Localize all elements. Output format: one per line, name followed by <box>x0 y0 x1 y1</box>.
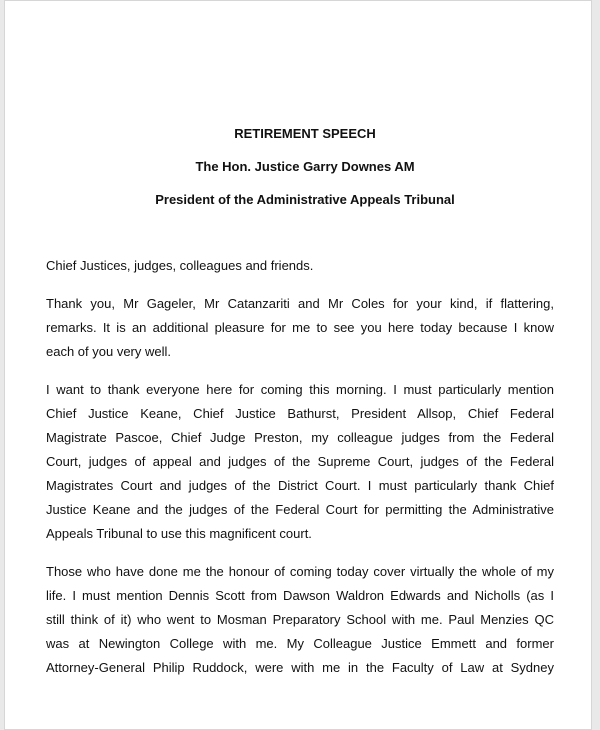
paragraph-line: I want to thank everyone here for coming this morning. I must particularly mention <box>46 382 554 397</box>
speaker-position: President of the Administrative Appeals Tribunal <box>155 192 455 207</box>
paragraph-line: was at Newington College with me. My Colleague Justice Emmett and former <box>46 636 554 651</box>
paragraph-line: Attorney-General Philip Ruddock, were with me in the Faculty of Law at Sydney <box>46 660 554 675</box>
paragraph-line: Thank you, Mr Gageler, Mr Catanzariti and Mr Coles for your kind, if flattering, <box>46 296 554 311</box>
paragraph-line: Magistrates Court and judges of the District Court. I must particularly thank Chief <box>46 478 554 493</box>
speech-paragraph <box>46 292 554 364</box>
paragraph-line: Chief Justices, judges, colleagues and friends. <box>46 258 314 273</box>
paragraph-line: each of you very well. <box>46 344 172 359</box>
speech-body <box>46 254 554 680</box>
paragraph-line: Those who have done me the honour of coming today cover virtually the whole of my <box>46 564 554 579</box>
paragraph-line: Appeals Tribunal to use this magnificent court. <box>46 526 312 541</box>
document-content <box>46 117 554 694</box>
paragraph-line: Justice Keane and the judges of the Federal Court for permitting the Administrative <box>46 502 554 517</box>
document-page <box>4 0 592 730</box>
paragraph-line: still think of it) who went to Mosman Preparatory School with me. Paul Menzies QC <box>46 612 554 627</box>
title-block <box>46 117 554 216</box>
document-title: RETIREMENT SPEECH <box>234 126 376 141</box>
paragraph-line: Court, judges of appeal and judges of the Supreme Court, judges of the Federal <box>46 454 554 469</box>
speech-paragraph <box>46 378 554 546</box>
paragraph-line: Magistrate Pascoe, Chief Judge Preston, my colleague judges from the Federal <box>46 430 554 445</box>
speaker-name: The Hon. Justice Garry Downes AM <box>195 159 415 174</box>
paragraph-line: life. I must mention Dennis Scott from Dawson Waldron Edwards and Nicholls (as I <box>46 588 554 603</box>
paragraph-line: remarks. It is an additional pleasure for me to see you here today because I know <box>46 320 554 335</box>
speech-paragraph <box>46 560 554 680</box>
paragraph-line: Chief Justice Keane, Chief Justice Bathurst, President Allsop, Chief Federal <box>46 406 554 421</box>
speech-paragraph <box>46 254 554 278</box>
